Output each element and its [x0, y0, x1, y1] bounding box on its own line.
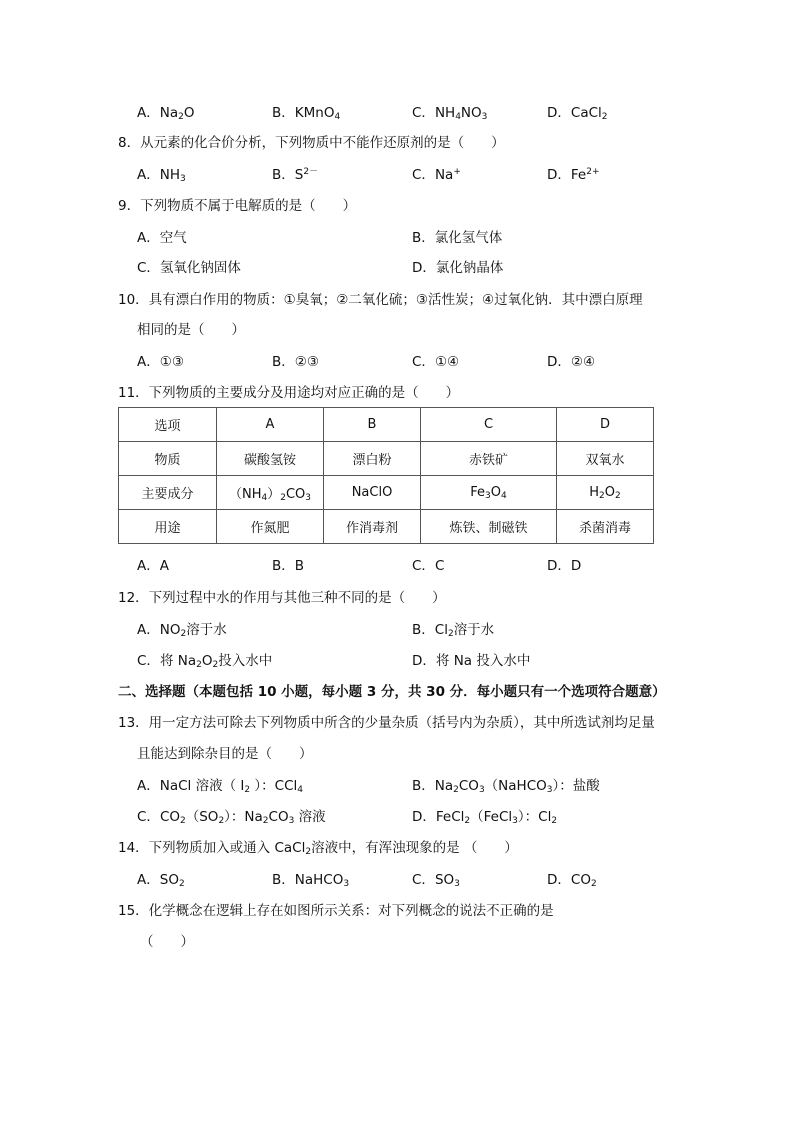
option-text: $NO_2$溶于水	[159, 622, 227, 639]
q8-option-b[interactable]	[272, 165, 318, 185]
q7-option-a[interactable]	[137, 103, 195, 123]
option-text: $Na_2O$	[159, 105, 195, 122]
table-cell: 用途	[119, 510, 217, 544]
q14-option-c[interactable]	[412, 870, 460, 890]
option-text: $Na_2CO_3(NaHCO_3)$：盐酸	[434, 778, 600, 795]
option-label: A．	[137, 622, 160, 638]
option-text: 氯化钠晶体	[435, 260, 504, 276]
section-heading: 二、选择题（本题包括 10 小题，每小题 3 分，共 30 分．每小题只有一个选项符合题意）	[118, 684, 666, 700]
q13-stem-line1: 13．用一定方法可除去下列物质中所含的少量杂质（括号内为杂质），其中所选试剂均足量	[118, 715, 655, 731]
q10-option-d[interactable]	[547, 352, 595, 372]
option-label: A．	[137, 105, 160, 121]
option-label: B．	[272, 558, 295, 574]
option-text: 将 Na 投入水中	[435, 653, 531, 669]
q13-option-b[interactable]	[412, 776, 600, 796]
option-text: $NH_4NO_3$	[434, 105, 488, 122]
table-header-cell: A	[217, 408, 324, 442]
table-header-cell: 选项	[119, 408, 217, 442]
q13-option-d[interactable]	[412, 807, 557, 827]
option-label: B．	[272, 872, 295, 888]
option-label: D．	[547, 105, 571, 121]
q11-stem: 11．下列物质的主要成分及用途均对应正确的是（ ）	[118, 385, 460, 401]
table-cell: 作氮肥	[217, 510, 324, 544]
table-cell: 碳酸氢铵	[217, 442, 324, 476]
option-text: $SO_3$	[434, 872, 460, 889]
q11-table	[118, 407, 654, 544]
option-label: B．	[272, 167, 295, 183]
option-text: KMnO$_4$	[294, 105, 341, 122]
q12-option-c[interactable]	[137, 651, 272, 671]
q10-stem-line1: 10．具有漂白作用的物质：①臭氧；②二氧化硫；③活性炭；④过氧化钠．其中漂白原理	[118, 292, 643, 308]
q9-option-a[interactable]	[137, 228, 187, 248]
option-text: NaCl 溶液（ $I_2$ ）：CCl$_4$	[159, 778, 303, 795]
q14-option-d[interactable]	[547, 870, 597, 890]
option-text: ①③	[159, 354, 184, 370]
table-cell: 作消毒剂	[324, 510, 421, 544]
option-text: 氯化氢气体	[434, 230, 503, 246]
q7-option-c[interactable]	[412, 103, 487, 123]
option-text: $Fe^{2+}$	[570, 167, 600, 183]
q11-option-b[interactable]	[272, 556, 304, 576]
table-cell: 物质	[119, 442, 217, 476]
table-cell: 漂白粉	[324, 442, 421, 476]
q12-option-a[interactable]	[137, 620, 227, 640]
option-text: ②④	[570, 354, 596, 370]
option-text: ①④	[434, 354, 460, 370]
table-cell: 主要成分	[119, 476, 217, 510]
option-text: C	[434, 558, 445, 574]
q11-option-c[interactable]	[412, 556, 444, 576]
option-text: $SO_2$	[159, 872, 185, 889]
q8-option-c[interactable]	[412, 165, 461, 185]
option-text: $Cl_2$溶于水	[434, 622, 495, 639]
q10-option-b[interactable]	[272, 352, 319, 372]
option-label: C．	[412, 558, 435, 574]
q8-option-d[interactable]	[547, 165, 600, 185]
option-label: A．	[137, 230, 160, 246]
option-label: B．	[412, 230, 435, 246]
option-label: D．	[547, 354, 571, 370]
table-cell-formula: $H_2O_2$	[557, 476, 654, 510]
table-cell: 炼铁、制磁铁	[421, 510, 557, 544]
table-cell: 双氧水	[557, 442, 654, 476]
table-cell-formula: $(NH_4)_2CO_3$	[217, 476, 324, 510]
option-label: B．	[272, 354, 295, 370]
q10-option-c[interactable]	[412, 352, 459, 372]
option-label: A．	[137, 558, 160, 574]
q9-stem: 9．下列物质不属于电解质的是（ ）	[118, 198, 357, 214]
q14-stem: 14．下列物质加入或通入 CaCl$_2$溶液中，有浑浊现象的是 （ ）	[118, 840, 518, 857]
option-label: A．	[137, 872, 160, 888]
option-label: D．	[412, 809, 436, 825]
option-label: C．	[412, 105, 435, 121]
option-text: $S^{2-}$	[294, 167, 319, 183]
option-label: D．	[412, 653, 436, 669]
q13-option-a[interactable]	[137, 776, 303, 796]
q8-option-a[interactable]	[137, 165, 186, 185]
option-text: D	[570, 558, 582, 574]
option-label: D．	[547, 558, 571, 574]
option-text: A	[159, 558, 169, 574]
q7-option-b[interactable]	[272, 103, 340, 123]
q11-option-d[interactable]	[547, 556, 581, 576]
option-label: C．	[412, 354, 435, 370]
option-label: D．	[547, 872, 571, 888]
q9-option-d[interactable]	[412, 258, 503, 278]
option-label: A．	[137, 778, 160, 794]
option-label: C．	[137, 809, 160, 825]
table-header-cell: D	[557, 408, 654, 442]
table-header-cell: B	[324, 408, 421, 442]
q9-option-c[interactable]	[137, 258, 241, 278]
q14-option-b[interactable]	[272, 870, 349, 890]
option-text: Na+	[434, 167, 461, 183]
option-text: $NH_3$	[159, 167, 186, 184]
option-text: NaHCO$_3$	[294, 872, 350, 889]
option-label: C．	[137, 260, 160, 276]
option-label: C．	[412, 167, 435, 183]
table-cell-formula: $Fe_3O_4$	[421, 476, 557, 510]
q10-stem-line2: 相同的是（ ）	[137, 322, 245, 338]
q15-stem-line1: 15．化学概念在逻辑上存在如图所示关系：对下列概念的说法不正确的是	[118, 903, 554, 919]
table-cell: 杀菌消毒	[557, 510, 654, 544]
q7-option-d[interactable]	[547, 103, 608, 123]
q12-stem: 12．下列过程中水的作用与其他三种不同的是（ ）	[118, 590, 446, 606]
option-text: 氢氧化钠固体	[159, 260, 241, 276]
q13-option-c[interactable]	[137, 807, 326, 827]
option-text: FeCl$_2$（FeCl$_3$）：$Cl_2$	[435, 809, 558, 826]
option-text: ②③	[294, 354, 319, 370]
q9-option-b[interactable]	[412, 228, 502, 248]
q13-stem-line2: 且能达到除杂目的是（ ）	[137, 746, 313, 762]
q12-option-d[interactable]	[412, 651, 530, 671]
option-text: $CO_2$	[570, 872, 597, 889]
q11-option-a[interactable]	[137, 556, 169, 576]
table-header-cell: C	[421, 408, 557, 442]
option-text: $CO_2(SO_2)$：$Na_2CO_3$ 溶液	[159, 809, 326, 826]
q10-option-a[interactable]	[137, 352, 184, 372]
q12-option-b[interactable]	[412, 620, 494, 640]
q8-stem: 8．从元素的化合价分析，下列物质中不能作还原剂的是（ ）	[118, 135, 505, 151]
table-cell-formula: NaClO	[324, 476, 421, 510]
table-cell: 赤铁矿	[421, 442, 557, 476]
option-label: D．	[547, 167, 571, 183]
q15-stem-line2: （ ）	[140, 934, 194, 950]
option-text: CaCl$_2$	[570, 105, 608, 122]
option-text: 将 $Na_2O_2$投入水中	[159, 653, 273, 670]
option-label: D．	[412, 260, 436, 276]
option-label: C．	[137, 653, 160, 669]
option-label: A．	[137, 354, 160, 370]
option-label: B．	[412, 622, 435, 638]
q14-option-a[interactable]	[137, 870, 185, 890]
option-label: B．	[412, 778, 435, 794]
option-label: C．	[412, 872, 435, 888]
option-text: 空气	[159, 230, 187, 246]
option-label: B．	[272, 105, 295, 121]
option-label: A．	[137, 167, 160, 183]
option-text: B	[294, 558, 305, 574]
